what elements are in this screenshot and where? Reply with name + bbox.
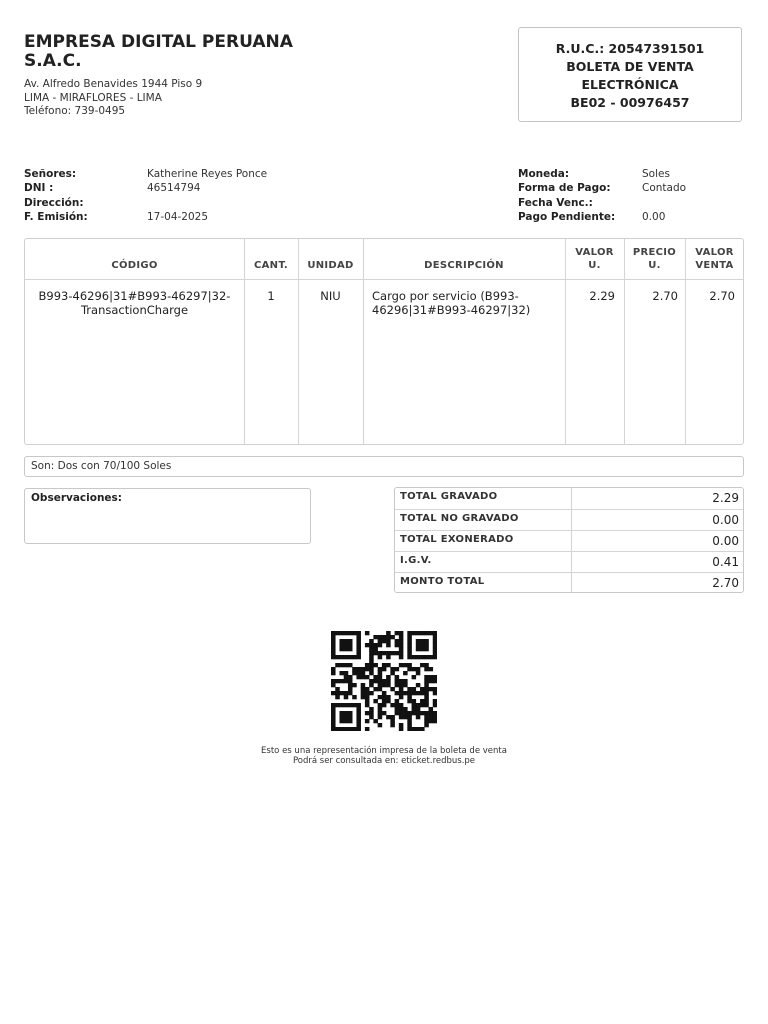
table-header-divider [25,279,743,280]
moneda-value: Soles [642,168,670,180]
total-value: 2.29 [712,491,739,505]
company-phone: Teléfono: 739-0495 [24,105,126,117]
total-value: 0.41 [712,555,739,569]
total-row [395,530,743,552]
cell-descripcion [372,289,562,317]
total-value: 2.70 [712,576,739,590]
total-value: 0.00 [712,513,739,527]
direccion-label: Dirección: [24,197,84,209]
total-label: TOTAL GRAVADO [400,491,498,502]
observaciones-label: Observaciones: [31,492,123,504]
company-name: EMPRESA DIGITAL PERUANA S.A.C. [24,32,293,71]
total-label: TOTAL EXONERADO [400,534,514,545]
senores-label: Señores: [24,168,77,180]
emision-label: F. Emisión: [24,211,88,223]
total-row [395,551,743,573]
ruc-box [518,27,742,122]
dni-label: DNI : [24,182,54,194]
fecha-venc-label: Fecha Venc.: [518,197,593,209]
forma-pago-label: Forma de Pago: [518,182,611,194]
footer-line2: Podrá ser consultada en: eticket.redbus.pe [292,756,476,766]
header-valor-u-line1: VALOR [575,247,614,258]
header-valor-venta-line2: VENTA [695,260,734,271]
header-cant: CANT. [253,260,289,271]
forma-pago-value: Contado [642,182,687,194]
header-precio-u [624,246,685,272]
total-value: 0.00 [712,534,739,548]
pago-pendiente-label: Pago Pendiente: [518,211,616,223]
total-label: MONTO TOTAL [400,576,485,587]
totals-table [394,487,744,593]
total-label: I.G.V. [400,555,432,566]
header-descripcion: DESCRIPCIÓN [424,260,504,271]
document-number: BE02 - 00976457 [570,95,690,110]
ruc-number: R.U.C.: 20547391501 [555,41,705,56]
pago-pendiente-value: 0.00 [642,211,666,223]
cell-descripcion-line2: 46296|31#B993-46297|32) [372,303,531,317]
cell-valor-u: 2.29 [589,289,615,303]
amount-in-words: Son: Dos con 70/100 Soles [24,456,744,477]
header-valor-u [565,246,624,272]
cell-codigo [25,289,244,317]
total-label: TOTAL NO GRAVADO [400,513,519,524]
cell-cant: 1 [267,289,275,303]
cell-codigo-line2: TransactionCharge [80,303,189,317]
header-valor-venta-line1: VALOR [695,247,734,258]
header-valor-u-line2: U. [588,260,601,271]
emision-value: 17-04-2025 [147,211,209,223]
company-city: LIMA - MIRAFLORES - LIMA [24,92,162,104]
footer-line1: Esto es una representación impresa de la boleta de venta [261,746,507,756]
header-codigo: CÓDIGO [111,260,158,271]
document-type-line2: ELECTRÓNICA [581,77,679,92]
cell-descripcion-line1: Cargo por servicio (B993- [372,289,519,303]
total-row [395,488,743,509]
moneda-label: Moneda: [518,168,570,180]
company-address: Av. Alfredo Benavides 1944 Piso 9 [24,78,203,90]
header-unidad: UNIDAD [307,260,354,271]
dni-value: 46514794 [147,182,201,194]
senores-value: Katherine Reyes Ponce [147,168,268,180]
cell-valor-venta: 2.70 [709,289,735,303]
cell-precio-u: 2.70 [652,289,678,303]
observaciones-box [24,488,311,544]
total-row [395,572,743,594]
header-valor-venta [685,246,744,272]
cell-codigo-line1: B993-46296|31#B993-46297|32- [38,289,231,303]
header-precio-u-line1: PRECIO [632,247,677,258]
header-precio-u-line2: U. [648,260,661,271]
items-table [24,238,744,445]
qr-code-icon [331,631,437,731]
document-type-line1: BOLETA DE VENTA [566,59,694,74]
total-row [395,509,743,531]
cell-unidad: NIU [320,289,341,303]
